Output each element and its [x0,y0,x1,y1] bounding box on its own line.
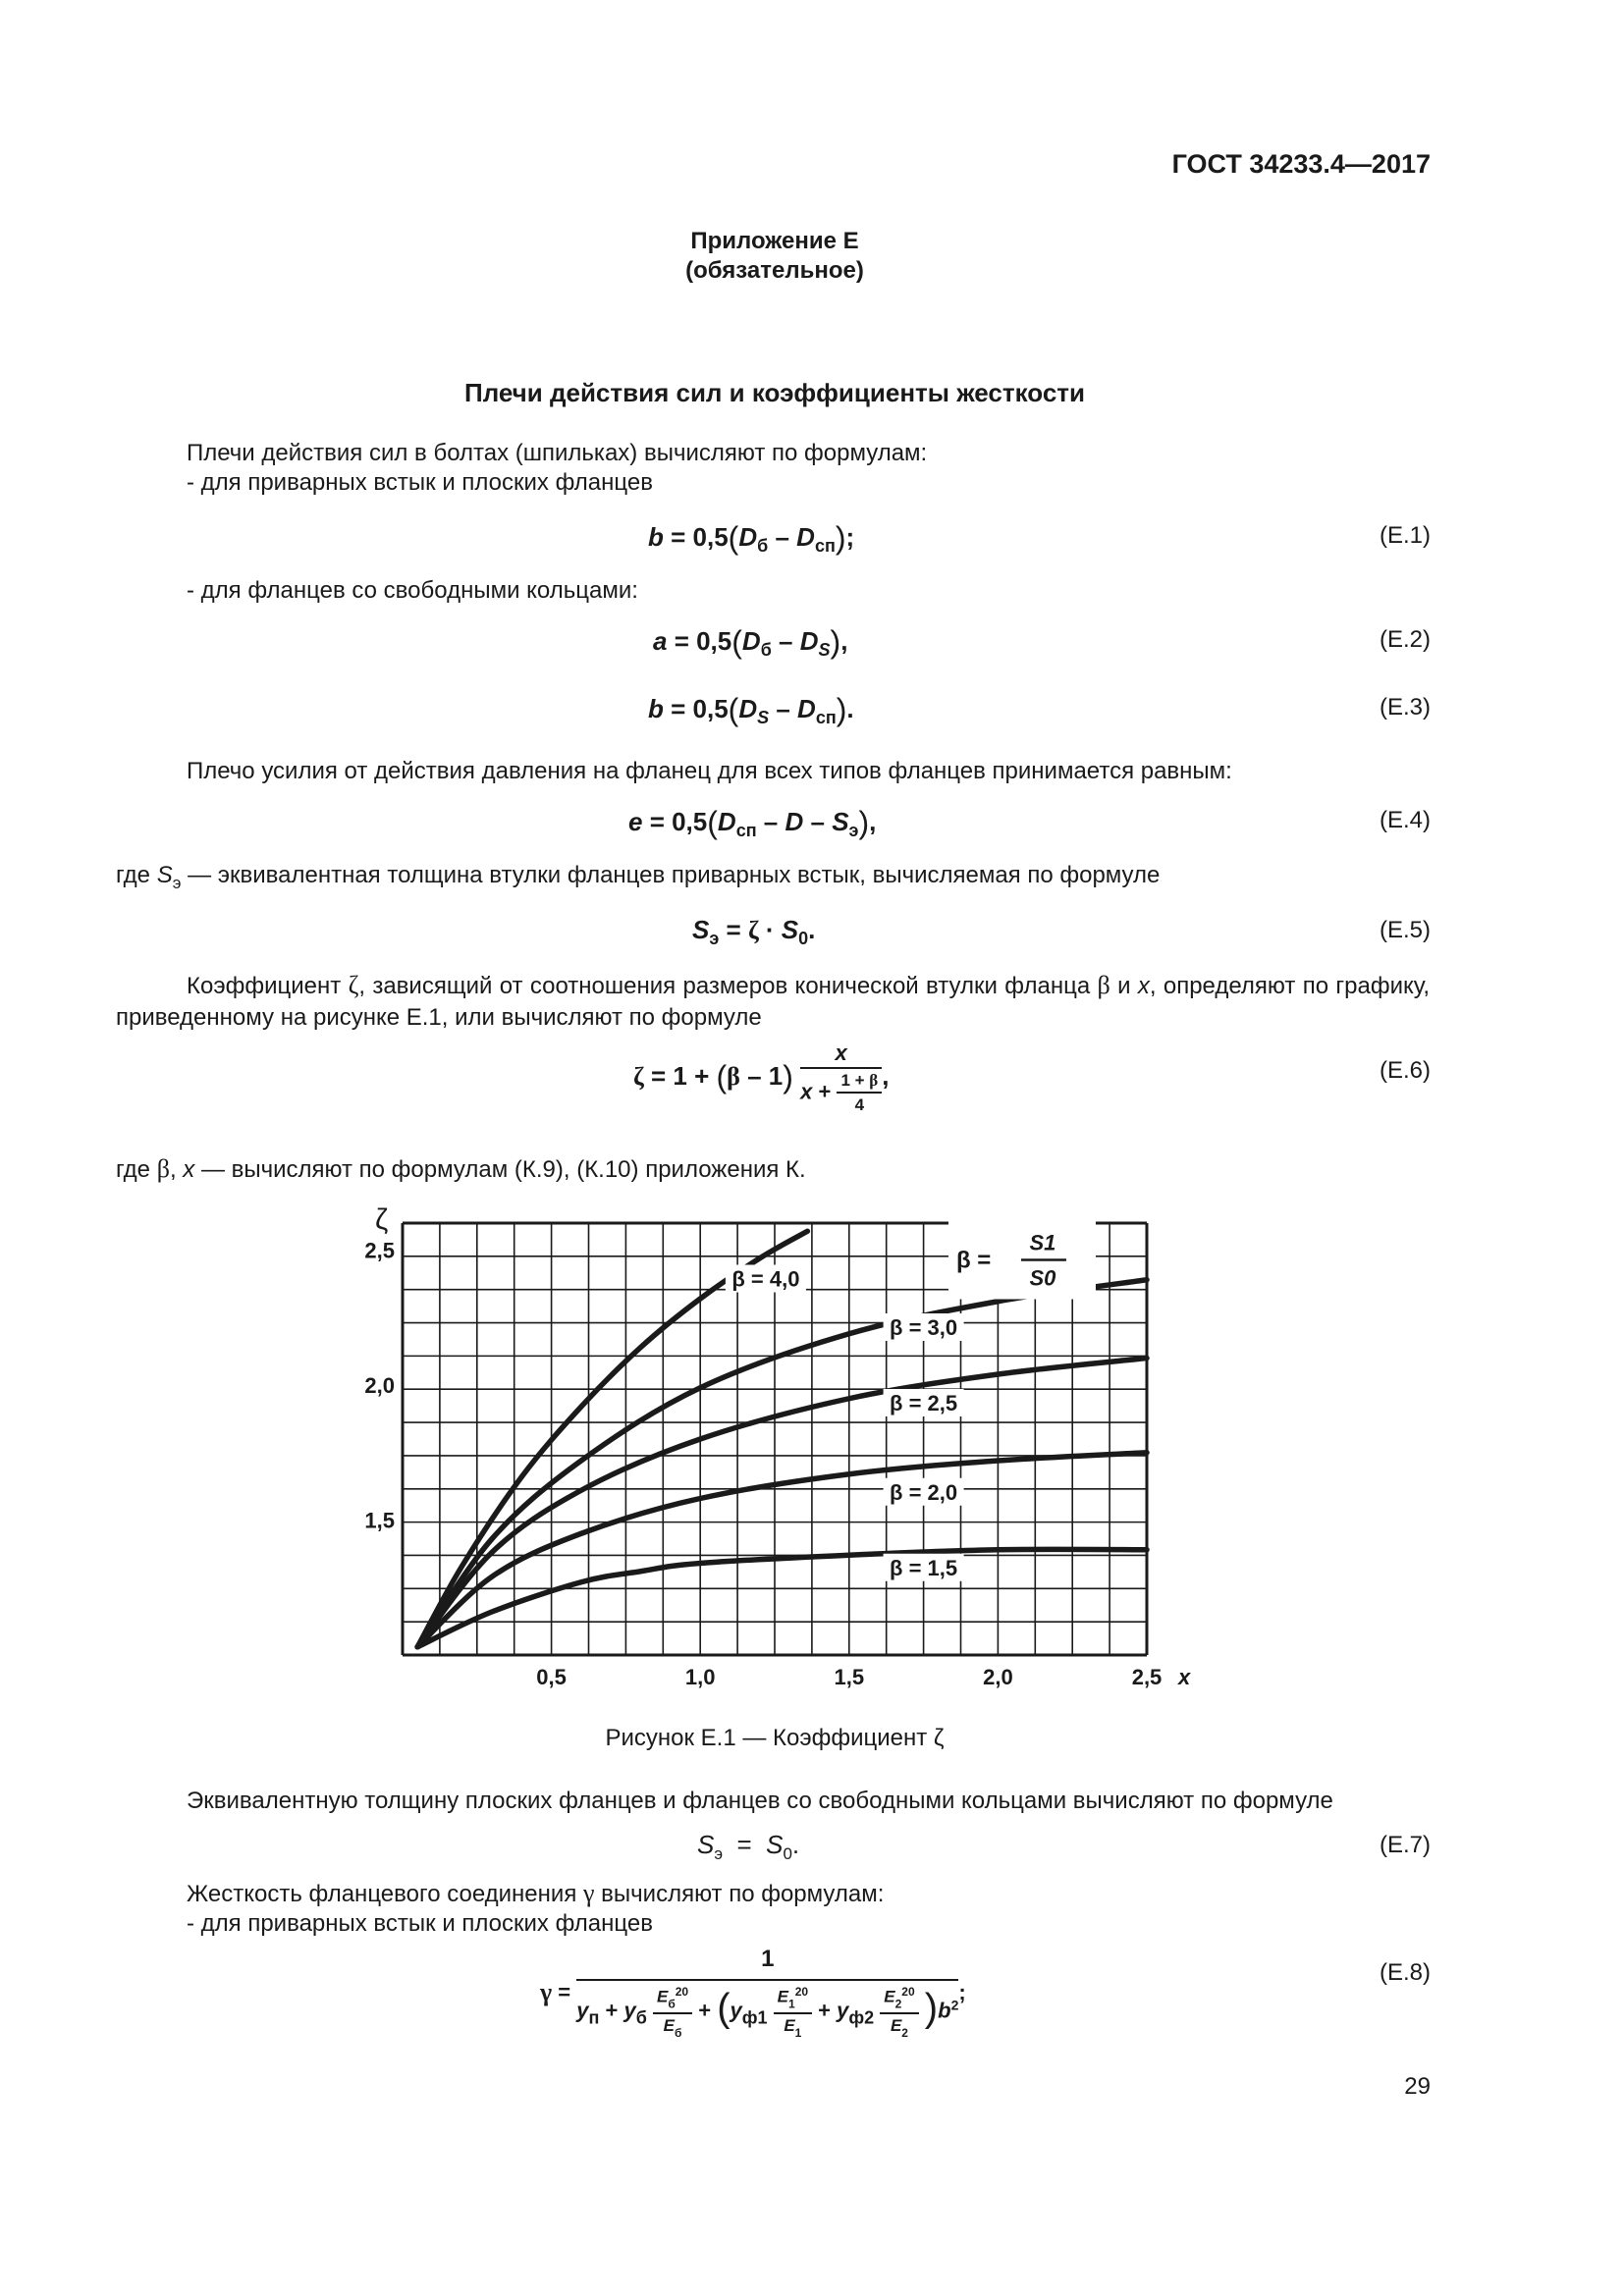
equation-number: (Е.1) [1379,522,1431,549]
equation-number: (Е.7) [1379,1832,1431,1858]
y-tick-label: 2,5 [364,1238,395,1263]
x-tick-label: 2,0 [983,1665,1013,1689]
x-tick-label: 2,5 [1131,1665,1163,1689]
series-line [417,1280,1147,1647]
formula-e7: $S_э = S_0$. [697,1830,800,1864]
x-tick-label: 1,0 [684,1665,716,1689]
formula-e5: $S_э = \zeta \cdot S_0$. [692,915,816,948]
paragraph-line: - для приварных встык и плоских фланцев [187,1910,653,1937]
series-label: β = 4,0 [731,1266,800,1292]
y-axis-label: ζ [375,1205,389,1236]
x-axis-label: x [1178,1665,1191,1689]
legend-formula-prefix: β = [955,1247,992,1274]
series-line [417,1549,1147,1646]
appendix-name: Приложение Е [690,228,859,254]
equation-number: (Е.3) [1379,694,1431,721]
series-label: β = 1,5 [890,1555,958,1580]
zeta-chart [344,1205,1208,1706]
paragraph-line: Эквивалентную толщину плоских фланцев и фланцев со свободными кольцами вычисляют по формуле [187,1788,1333,1814]
legend-formula-denominator: S0 [1029,1265,1056,1291]
page-number: 29 [1404,2073,1431,2100]
formula-e1: $b = 0,5(D_б - D_{сп})$; [648,520,855,556]
paragraph-line: Жесткость фланцевого соединения γ вычисляют по формулам: [187,1879,885,1907]
formula-e8: γ = 1 $y_п + y_б$ $\frac{E_б^{20}}{E_б}$ + ($y_{ф1}$ $\frac{E_1^{20}}{E_1}$ + $y_{ф2}$ $\frac{E_2^{20}}{E_2}$ )$b^2$ ; [540,1946,966,2040]
x-tick-label: 0,5 [536,1665,567,1689]
paragraph-text: — эквивалентная толщина втулки фланцев приварных встык, вычисляемая по формуле [188,862,1161,888]
formula-e4: $e = 0,5(D_{сп} - D - S_э)$, [628,805,877,840]
x-tick-label: 1,5 [834,1665,865,1689]
section-title: Плечи действия сил и коэффициенты жесткости [464,378,1085,407]
formula-e6: ζ = 1 + (β – 1) x x + $\frac{1 + \beta}{4}$ , [633,1041,890,1114]
paragraph-text: где [116,862,151,888]
paragraph-line: Плечо усилия от действия давления на фланец для всех типов фланцев принимается равным: [187,758,1232,784]
equation-number: (Е.8) [1379,1959,1431,1986]
equation-number: (Е.5) [1379,917,1431,943]
paragraph-line: Плечи действия сил в болтах (шпильках) вычисляют по формулам: [187,440,928,466]
series-label: β = 2,5 [890,1391,958,1415]
appendix-status: (обязательное) [685,257,864,284]
paragraph-line: где β, x — вычисляют по формулам (К.9), (К.10) приложения К. [116,1154,806,1183]
formula-e3: $b = 0,5(D_S - D_{сп})$. [648,692,854,727]
document-header: ГОСТ 34233.4—2017 [1171,149,1431,179]
equation-number: (Е.6) [1379,1057,1431,1084]
equation-number: (Е.4) [1379,807,1431,833]
y-tick-label: 1,5 [364,1508,395,1533]
paragraph: Коэффициент ζ, зависящий от соотношения размеров конической втулки фланца β и x, определяют по графику, приведенному на рисунке Е.1, или вычисляют по формуле [116,971,1431,1031]
paragraph-line: - для приварных встык и плоских фланцев [187,469,653,496]
paragraph-line: - для фланцев со свободными кольцами: [187,577,638,604]
paragraph-line: где $S_э$ — эквивалентная толщина втулки фланцев приварных встык, вычисляемая по формуле [116,862,1161,892]
figure-caption: Рисунок Е.1 — Коэффициент ζ [605,1725,945,1751]
formula-e2: $a = 0,5(D_б - D_S)$, [653,624,848,660]
series-label: β = 3,0 [890,1315,958,1340]
y-tick-label: 2,0 [364,1373,395,1398]
equation-number: (Е.2) [1379,626,1431,653]
series-label: β = 2,0 [890,1479,958,1505]
legend-formula-numerator: S1 [1029,1230,1056,1255]
